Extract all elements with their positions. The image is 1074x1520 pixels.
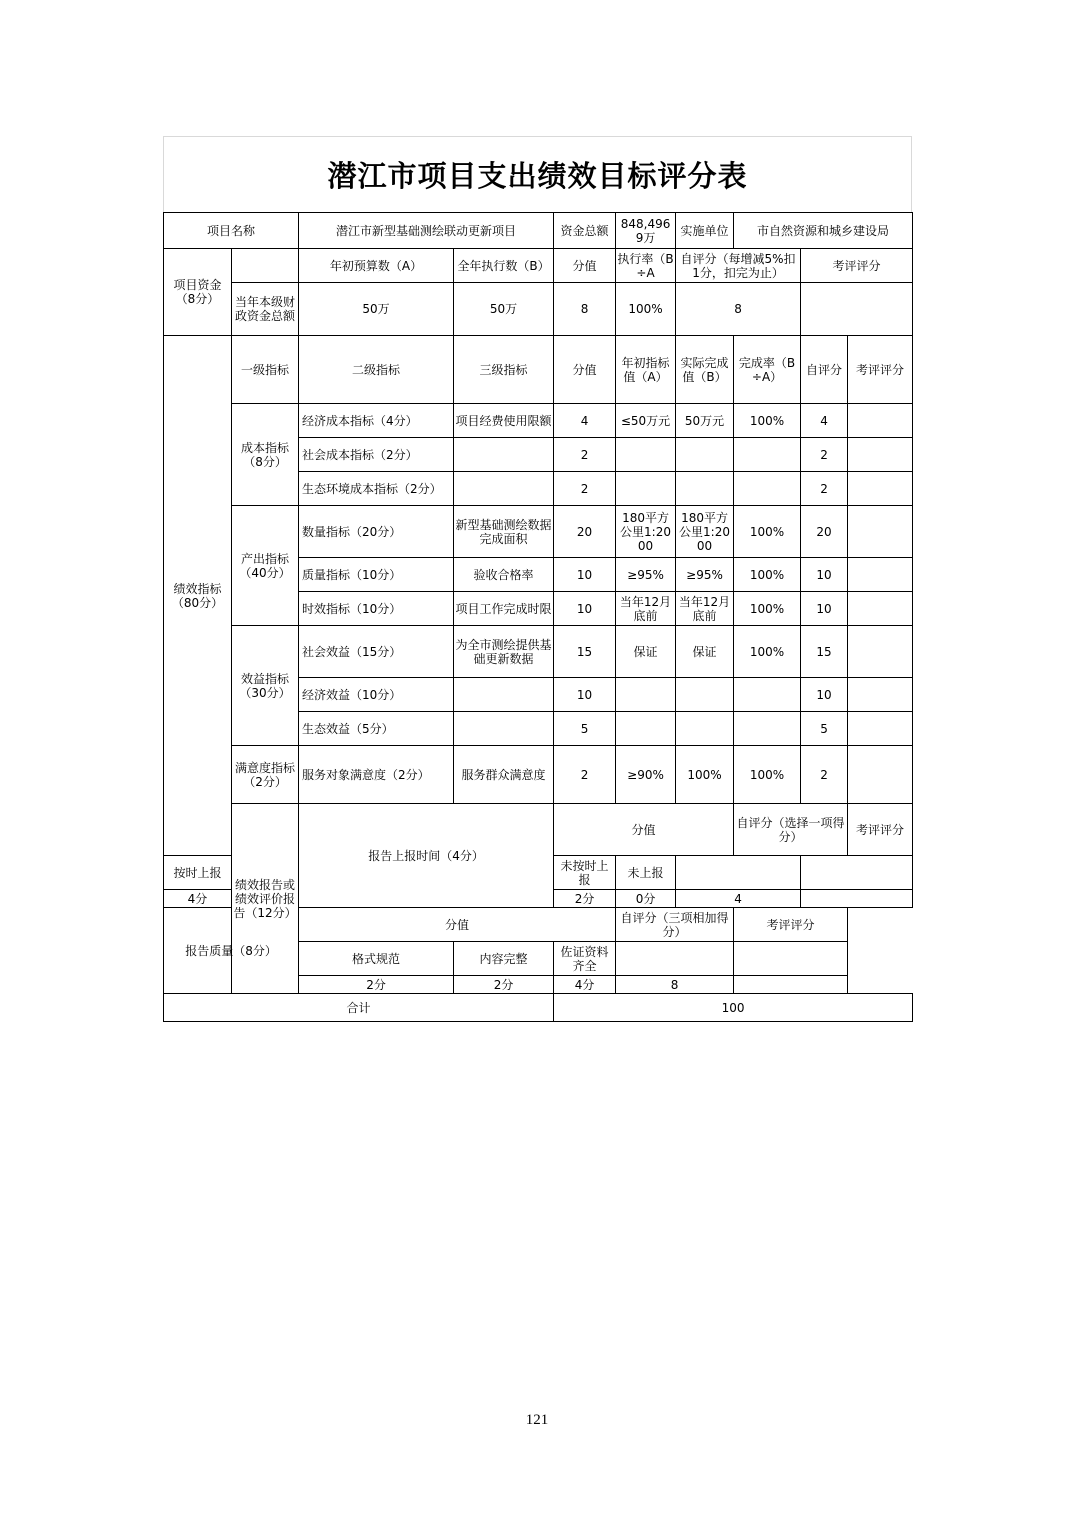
perf-row <box>164 404 913 438</box>
project-name-label: 项目名称 <box>164 213 299 249</box>
funds-data-row <box>164 283 913 336</box>
report-time-review-header: 考评评分 <box>848 804 913 856</box>
rate-cell <box>734 438 801 472</box>
report-time-points: 4分 <box>164 890 232 908</box>
report-time-self-score: 4 <box>676 890 801 908</box>
report-quality-self-score: 8 <box>616 976 734 994</box>
rate-cell <box>734 712 801 746</box>
perf-row <box>164 626 913 678</box>
self-score-cell: 2 <box>801 472 848 506</box>
actual-cell: 180平方公里1:2000 <box>676 506 734 558</box>
report-quality-points: 2分 <box>454 976 554 994</box>
rate-cell: 100% <box>734 746 801 804</box>
perf-section-label: 绩效指标（80分） <box>164 336 232 856</box>
report-quality-self-header: 自评分（三项相加得分） <box>616 908 734 942</box>
target-cell: 当年12月底前 <box>616 592 676 626</box>
report-quality-label: 报告质量（8分） <box>164 908 299 994</box>
perf-header-review: 考评评分 <box>848 336 913 404</box>
perf-row <box>164 506 913 558</box>
review-score-cell <box>848 404 913 438</box>
perf-header-self: 自评分 <box>801 336 848 404</box>
funds-row-self: 8 <box>676 283 801 336</box>
level3-cell <box>454 438 554 472</box>
target-cell <box>616 678 676 712</box>
level3-cell: 服务群众满意度 <box>454 746 554 804</box>
report-quality-points: 2分 <box>299 976 454 994</box>
level2-cell: 质量指标（10分） <box>299 558 454 592</box>
actual-cell: 当年12月底前 <box>676 592 734 626</box>
actual-cell: 100% <box>676 746 734 804</box>
target-cell <box>616 712 676 746</box>
review-score-cell <box>848 712 913 746</box>
report-time-option: 未上报 <box>616 856 676 890</box>
title-box <box>163 136 912 212</box>
report-section-label: 绩效报告或绩效评价报告（12分） <box>232 804 299 994</box>
funds-row-budget: 50万 <box>299 283 454 336</box>
report-time-score-header: 分值 <box>554 804 734 856</box>
perf-header-rate: 完成率（B÷A） <box>734 336 801 404</box>
level2-cell: 时效指标（10分） <box>299 592 454 626</box>
report-quality-review-header: 考评评分 <box>734 908 848 942</box>
level2-cell: 社会效益（15分） <box>299 626 454 678</box>
report-time-review-blank <box>801 856 913 890</box>
review-score-cell <box>848 746 913 804</box>
report-quality-option: 格式规范 <box>299 942 454 976</box>
project-info-row <box>164 213 913 249</box>
score-cell: 10 <box>554 678 616 712</box>
funds-section-label: 项目资金（8分） <box>164 249 232 336</box>
report-quality-option: 佐证资料齐全 <box>554 942 616 976</box>
group-label-satisfaction: 满意度指标（2分） <box>232 746 299 804</box>
review-score-cell <box>848 626 913 678</box>
level3-cell: 验收合格率 <box>454 558 554 592</box>
rate-cell: 100% <box>734 592 801 626</box>
funds-header-budget: 年初预算数（A） <box>299 249 454 283</box>
rate-cell <box>734 678 801 712</box>
score-cell: 4 <box>554 404 616 438</box>
page-title: 潜江市项目支出绩效目标评分表 <box>327 159 748 193</box>
level3-cell: 项目经费使用限额 <box>454 404 554 438</box>
review-score-cell <box>848 592 913 626</box>
level2-cell: 经济效益（10分） <box>299 678 454 712</box>
page-number: 121 <box>525 1412 549 1428</box>
funds-row-review <box>801 283 913 336</box>
target-cell: ≤50万元 <box>616 404 676 438</box>
level3-cell: 新型基础测绘数据完成面积 <box>454 506 554 558</box>
target-cell: ≥90% <box>616 746 676 804</box>
rate-cell: 100% <box>734 558 801 592</box>
score-cell: 20 <box>554 506 616 558</box>
funds-row-rate: 100% <box>616 283 676 336</box>
perf-header-level1: 一级指标 <box>232 336 299 404</box>
actual-cell <box>676 472 734 506</box>
fund-total-value: 848,4969万 <box>616 213 676 249</box>
fund-total-label: 资金总额 <box>554 213 616 249</box>
level3-cell: 为全市测绘提供基础更新数据 <box>454 626 554 678</box>
actual-cell <box>676 438 734 472</box>
review-score-cell <box>848 472 913 506</box>
level3-cell: 项目工作完成时限 <box>454 592 554 626</box>
report-time-option: 按时上报 <box>164 856 232 890</box>
score-cell: 2 <box>554 746 616 804</box>
funds-header-row <box>164 249 913 283</box>
total-label: 合计 <box>164 994 554 1022</box>
level2-cell: 生态环境成本指标（2分） <box>299 472 454 506</box>
self-score-cell: 20 <box>801 506 848 558</box>
report-time-points: 2分 <box>554 890 616 908</box>
project-name-value: 潜江市新型基础测绘联动更新项目 <box>299 213 554 249</box>
level2-cell: 经济成本指标（4分） <box>299 404 454 438</box>
perf-row <box>164 746 913 804</box>
review-score-cell <box>848 558 913 592</box>
report-time-option: 未按时上报 <box>554 856 616 890</box>
actual-cell: ≥95% <box>676 558 734 592</box>
report-time-self-header: 自评分（选择一项得分） <box>734 804 848 856</box>
level2-cell: 服务对象满意度（2分） <box>299 746 454 804</box>
level2-cell: 数量指标（20分） <box>299 506 454 558</box>
report-time-review-score <box>801 890 913 908</box>
score-sheet <box>163 136 912 1022</box>
score-cell: 10 <box>554 592 616 626</box>
report-quality-self-blank <box>616 942 734 976</box>
implementing-unit-label: 实施单位 <box>676 213 734 249</box>
score-cell: 5 <box>554 712 616 746</box>
implementing-unit-value: 市自然资源和城乡建设局 <box>734 213 913 249</box>
funds-header-executed: 全年执行数（B） <box>454 249 554 283</box>
review-score-cell <box>848 438 913 472</box>
funds-blank-cell <box>232 249 299 283</box>
score-table <box>163 212 913 1022</box>
level3-cell <box>454 712 554 746</box>
report-quality-review-blank <box>734 942 848 976</box>
report-time-label: 报告上报时间（4分） <box>299 804 554 908</box>
level2-cell: 社会成本指标（2分） <box>299 438 454 472</box>
self-score-cell: 2 <box>801 746 848 804</box>
report-quality-review-score <box>734 976 848 994</box>
funds-header-score: 分值 <box>554 249 616 283</box>
review-score-cell <box>848 506 913 558</box>
report-time-points: 0分 <box>616 890 676 908</box>
actual-cell: 50万元 <box>676 404 734 438</box>
target-cell: 保证 <box>616 626 676 678</box>
target-cell: ≥95% <box>616 558 676 592</box>
funds-header-review: 考评评分 <box>801 249 913 283</box>
report-quality-option: 内容完整 <box>454 942 554 976</box>
report-time-self-blank <box>676 856 801 890</box>
funds-header-rate: 执行率（B÷A <box>616 249 676 283</box>
self-score-cell: 5 <box>801 712 848 746</box>
self-score-cell: 10 <box>801 678 848 712</box>
total-value: 100 <box>554 994 913 1022</box>
level3-cell <box>454 678 554 712</box>
perf-header-level2: 二级指标 <box>299 336 454 404</box>
self-score-cell: 2 <box>801 438 848 472</box>
perf-header-actual: 实际完成 值（B） <box>676 336 734 404</box>
rate-cell: 100% <box>734 404 801 438</box>
funds-row-executed: 50万 <box>454 283 554 336</box>
report-time-header-row <box>164 804 913 856</box>
actual-cell <box>676 712 734 746</box>
total-row <box>164 994 913 1022</box>
review-score-cell <box>848 678 913 712</box>
actual-cell <box>676 678 734 712</box>
group-label-cost: 成本指标（8分） <box>232 404 299 506</box>
perf-header-row <box>164 336 913 404</box>
funds-row-label: 当年本级财政资金总额 <box>232 283 299 336</box>
target-cell <box>616 438 676 472</box>
perf-header-score: 分值 <box>554 336 616 404</box>
rate-cell: 100% <box>734 506 801 558</box>
actual-cell: 保证 <box>676 626 734 678</box>
level3-cell <box>454 472 554 506</box>
self-score-cell: 15 <box>801 626 848 678</box>
score-cell: 2 <box>554 472 616 506</box>
funds-header-self: 自评分（每增减5%扣1分，扣完为止） <box>676 249 801 283</box>
self-score-cell: 4 <box>801 404 848 438</box>
group-label-output: 产出指标（40分） <box>232 506 299 626</box>
report-quality-points: 4分 <box>554 976 616 994</box>
score-cell: 10 <box>554 558 616 592</box>
level2-cell: 生态效益（5分） <box>299 712 454 746</box>
perf-header-level3: 三级指标 <box>454 336 554 404</box>
report-quality-score-header: 分值 <box>299 908 616 942</box>
self-score-cell: 10 <box>801 558 848 592</box>
target-cell: 180平方公里1:2000 <box>616 506 676 558</box>
perf-header-target: 年初指标值（A） <box>616 336 676 404</box>
self-score-cell: 10 <box>801 592 848 626</box>
rate-cell: 100% <box>734 626 801 678</box>
rate-cell <box>734 472 801 506</box>
group-label-benefit: 效益指标（30分） <box>232 626 299 746</box>
funds-row-score: 8 <box>554 283 616 336</box>
score-cell: 15 <box>554 626 616 678</box>
target-cell <box>616 472 676 506</box>
score-cell: 2 <box>554 438 616 472</box>
